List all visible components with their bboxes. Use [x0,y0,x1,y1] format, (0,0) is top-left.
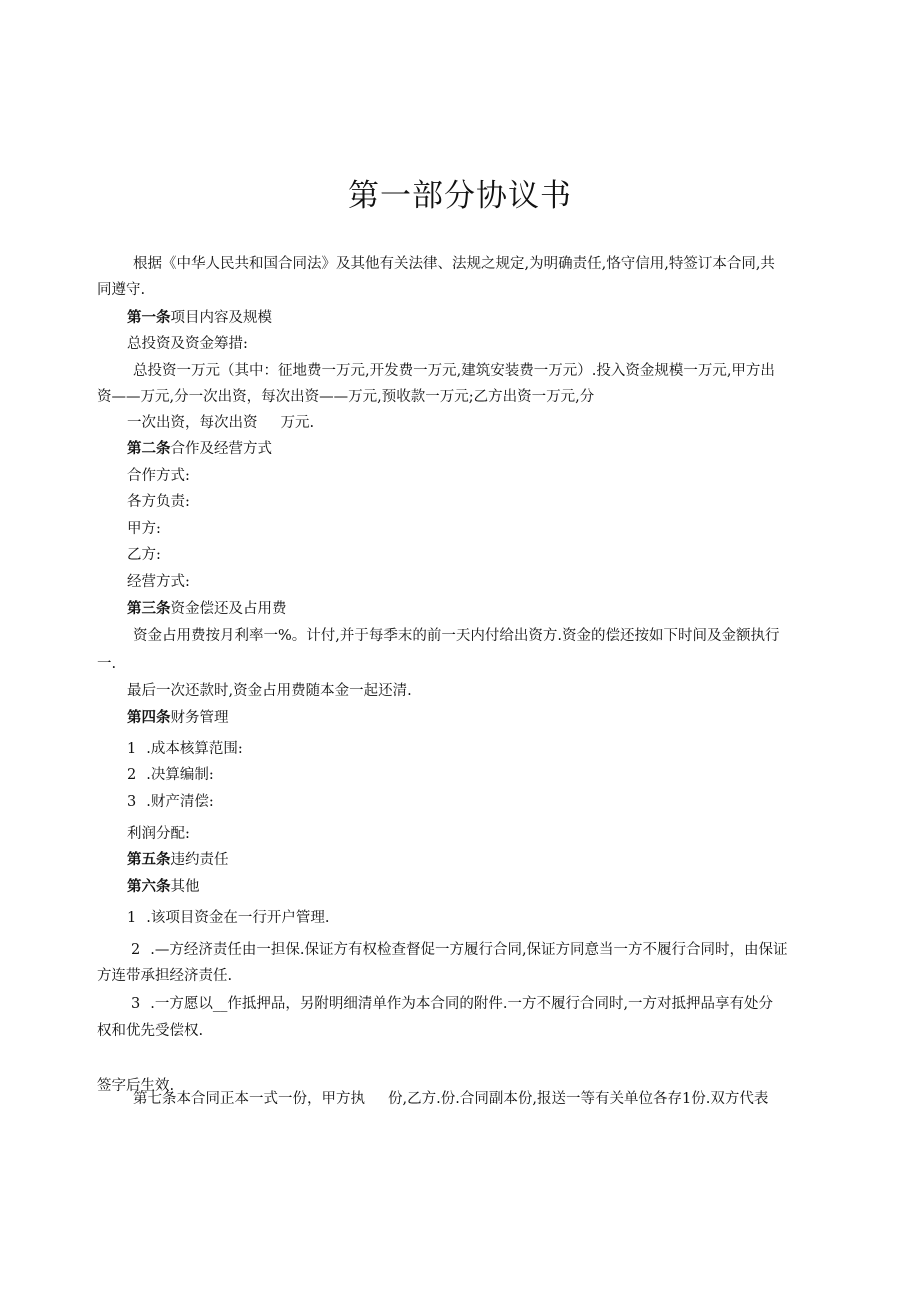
article-3-label: 第三条 [127,600,171,617]
list-item-number: 3 [131,996,141,1012]
article-2-item: 合作方式: [127,468,190,484]
list-item-text: .财产清偿: [146,794,214,810]
article-3-para-line-2: 一. [97,656,117,672]
list-item [127,792,214,812]
article-4-label: 第四条 [127,709,171,726]
article-2-item: 甲方: [127,521,161,537]
article-4-title: 财务管理 [170,710,229,726]
preamble-line-2: 同遵守. [97,282,146,298]
article-3-heading [127,599,287,619]
article-6-title: 其他 [170,879,200,895]
article-6-heading [127,877,200,897]
article-2-item: 乙方: [127,547,161,563]
article-5-label: 第五条 [127,851,171,868]
preamble-line-1: 根据《中华人民共和国合同法》及其他有关法律、法规之规定,为明确责任,恪守信用,特签订本合同,共 [133,256,775,272]
article-1-para-line-1: 总投资一万元（其中：征地费一万元,开发费一万元,建筑安装费一万元）.投入资金规模一万元,甲方出 [133,363,775,379]
article-1-heading [127,308,272,328]
article-7-line-1: 第七条本合同正本一式一份，甲方执 份,乙方.份.合同副本份,报送一等有关单位各存1份.双方代表 [133,1091,769,1107]
list-item-text: .决算编制: [146,767,214,783]
article-6-item-2-line-2: 方连带承担经济责任. [97,968,233,984]
list-item-number: 2 [127,767,137,783]
list-item-text: .该项目资金在一行开户管理. [146,910,330,926]
article-3-title: 资金偿还及占用费 [170,601,287,617]
article-2-item: 经营方式: [127,574,190,590]
article-5-heading [127,850,229,870]
list-item [127,908,329,928]
article-1-para-line-2: 资——万元,分一次出资，每次出资——万元,预收款一万元;乙方出资一万元,分 [97,389,595,405]
list-item-text: .成本核算范围: [146,741,243,757]
list-item-number: 1 [127,741,137,757]
article-1-title: 项目内容及规模 [170,310,272,326]
list-item [127,739,243,759]
article-6-item-2-line-1: 2 .—方经济责任由一担保.保证方有权检查督促一方履行合同,保证方同意当一方不履行合同时，由保证 [131,942,788,958]
list-item-number: 3 [127,794,137,810]
article-3-para-line-1: 资金占用费按月利率一%。计付,并于每季末的前一天内付给出资方.资金的偿还按如下时间及金额执行 [133,628,780,644]
article-2-title: 合作及经营方式 [170,441,272,457]
article-7-line-2: 签字后生效. [97,1078,175,1094]
article-3-para-line-3: 最后一次还款时,资金占用费随本金一起还清. [127,683,412,699]
article-6-item-3-line-2: 权和优先受偿权. [97,1023,204,1039]
article-2-heading [127,439,272,459]
article-6-item-3-line-1: 3 .一方愿以__作抵押品，另附明细清单作为本合同的附件.一方不履行合同时,一方对抵押品享有处分 [131,996,774,1012]
article-1-para-line-3: 一次出资，每次出资 万元. [127,415,315,431]
profit-distribution: 利润分配: [127,826,190,842]
article-1-label: 第一条 [127,309,171,326]
document-title: 第一部分协议书 [348,178,572,214]
list-item-number: 2 [131,942,141,958]
article-6-label: 第六条 [127,878,171,895]
article-5-title: 违约责任 [170,852,229,868]
article-4-heading [127,708,229,728]
list-item-number: 1 [127,910,137,926]
article-2-item: 各方负责: [127,494,190,510]
list-item [127,765,214,785]
article-2-label: 第二条 [127,440,171,457]
funding-heading: 总投资及资金筹措: [127,336,248,352]
